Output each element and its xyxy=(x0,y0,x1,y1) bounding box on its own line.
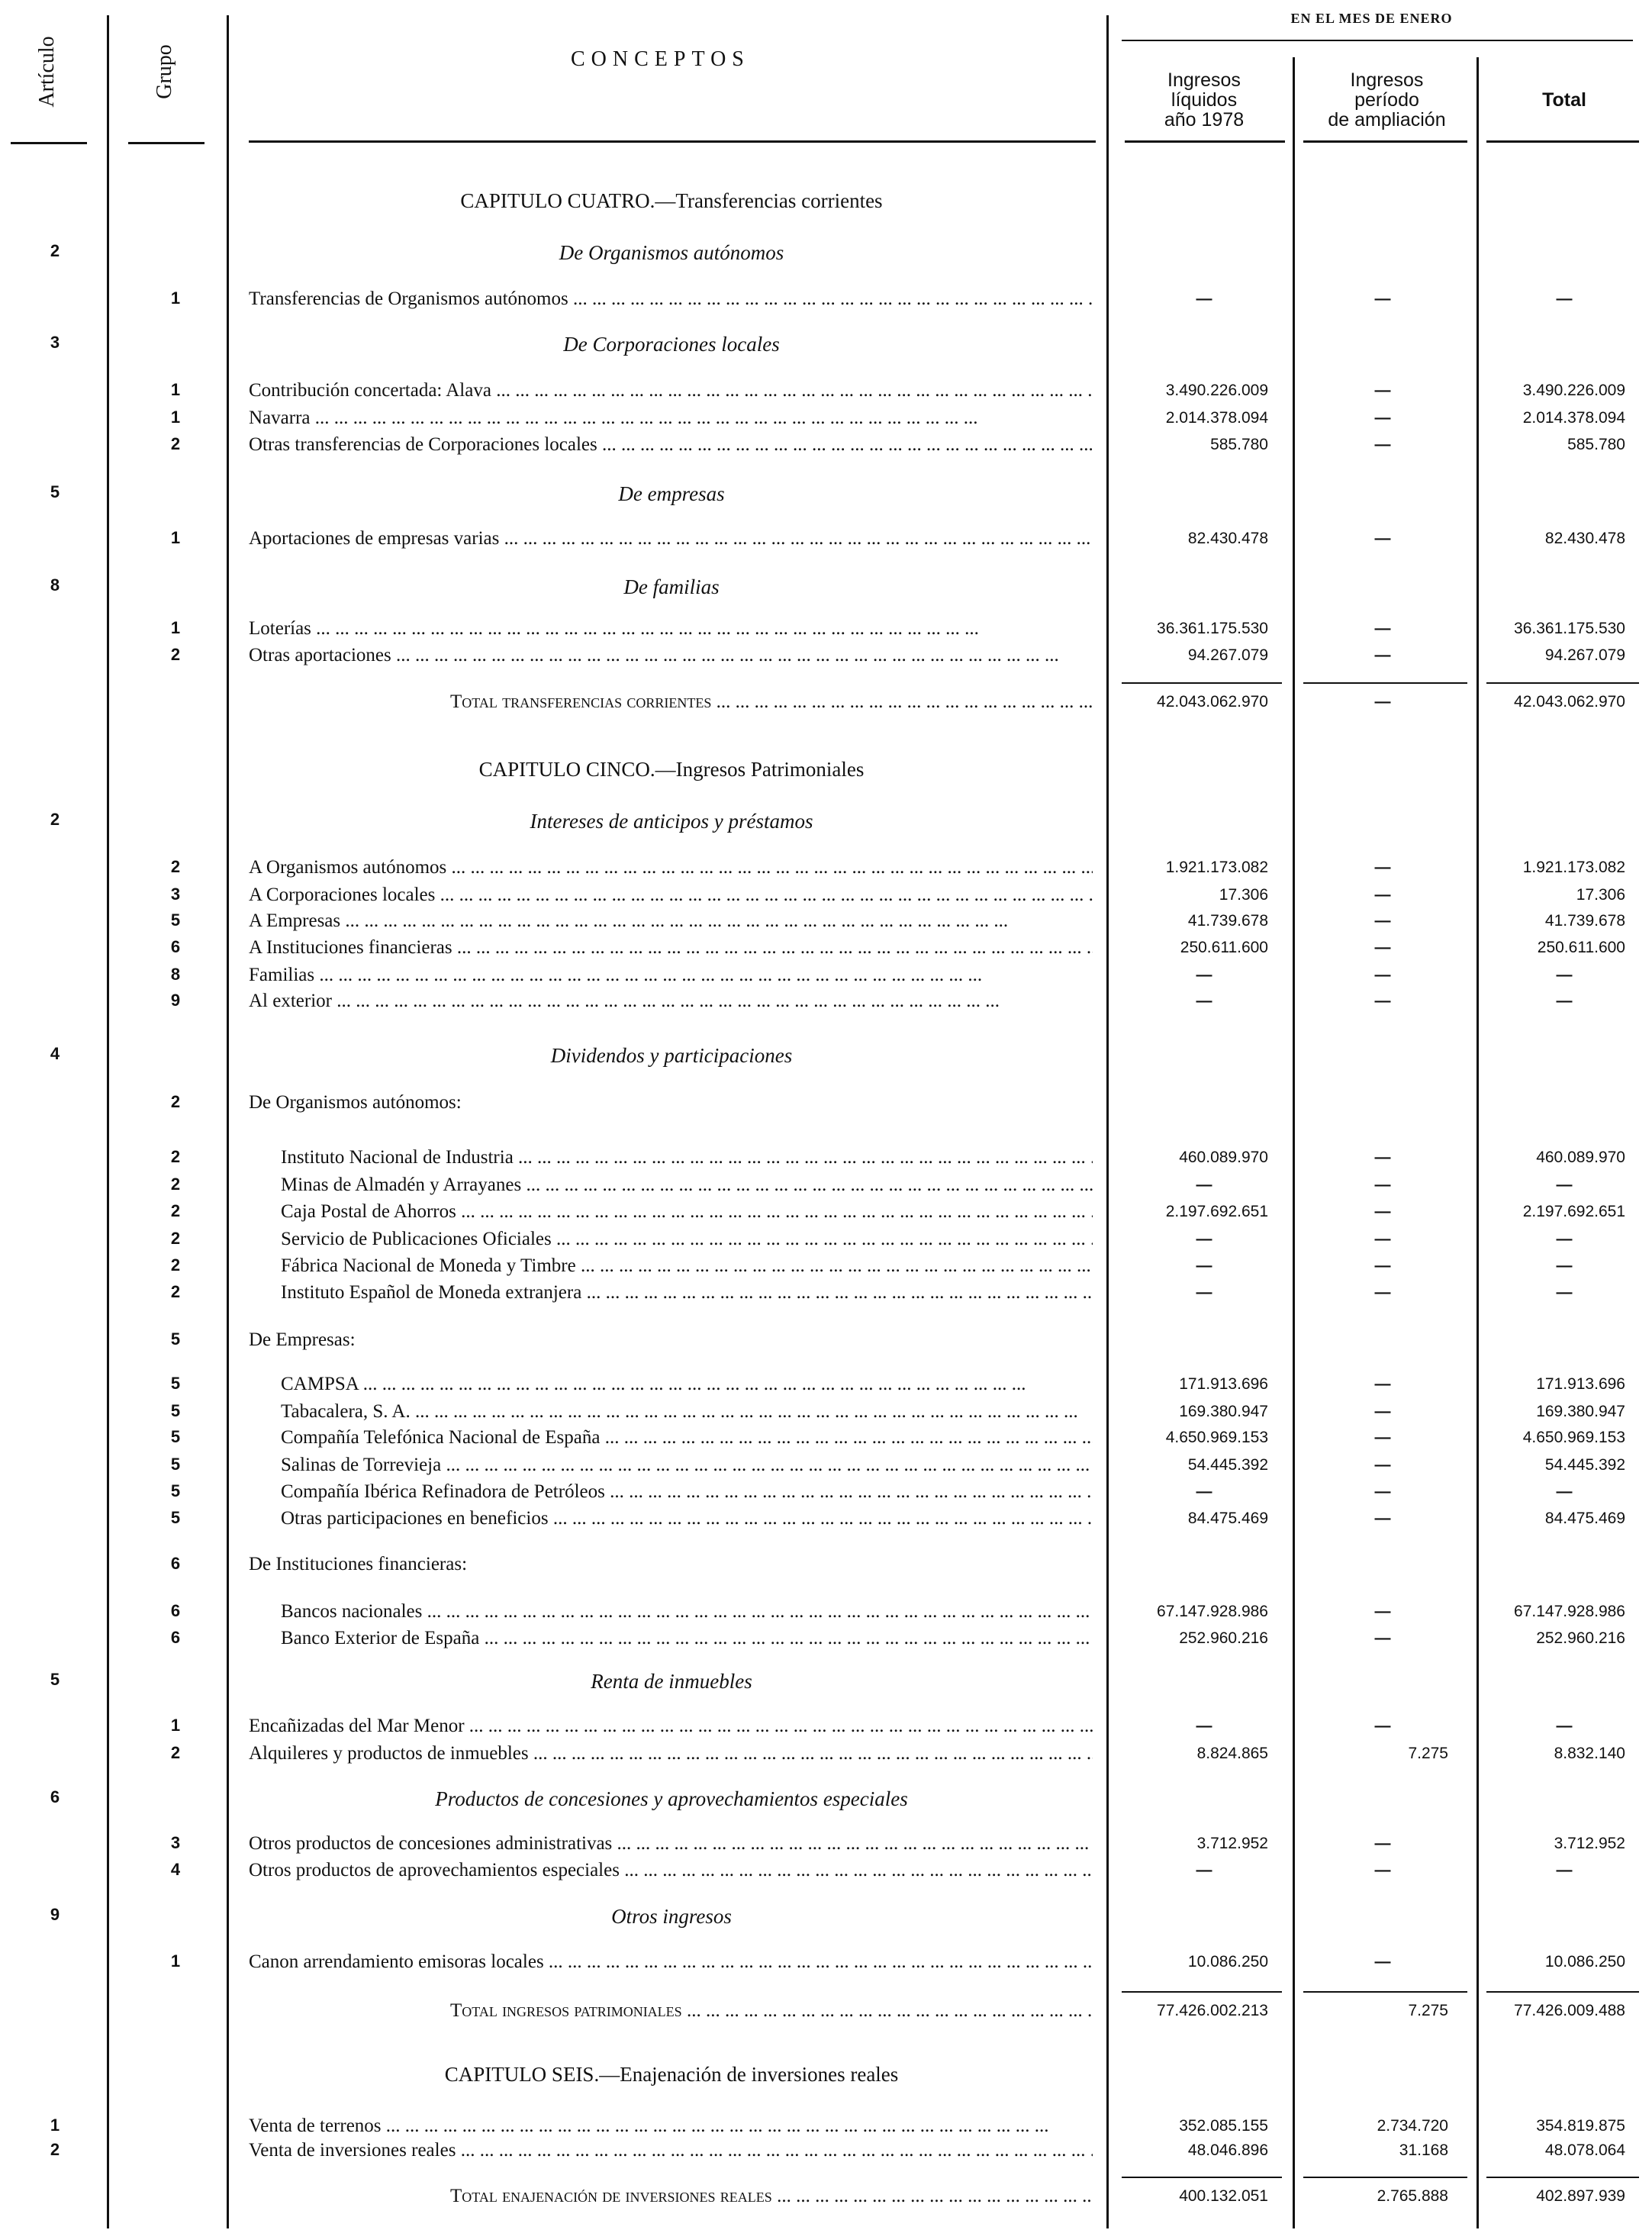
table-row xyxy=(0,1092,1652,1120)
value-cell: — xyxy=(1374,290,1391,308)
chapter-title: CAPITULO CINCO.—Ingresos Patrimoniales xyxy=(478,758,865,781)
table-row xyxy=(0,2140,1652,2167)
table-row xyxy=(0,528,1652,556)
table-row xyxy=(0,937,1652,965)
table-row xyxy=(0,2116,1652,2143)
concept-label: Minas de Almadén y Arrayanes ... . xyxy=(281,1175,1093,1196)
table-row xyxy=(0,991,1652,1018)
header-rule-col1 xyxy=(1125,140,1285,143)
value-cell: — xyxy=(1374,1403,1391,1420)
table-row xyxy=(0,1601,1652,1629)
value-cell: 10.086.250 xyxy=(1187,1953,1268,1971)
value-cell: — xyxy=(1374,1429,1391,1446)
value-cell: 41.739.678 xyxy=(1187,912,1268,930)
section-title: Intereses de anticipos y préstamos xyxy=(530,810,813,833)
value-cell: 2.197.692.651 xyxy=(1522,1203,1625,1220)
grupo-number: 5 xyxy=(170,1481,181,1500)
articulo-number: 3 xyxy=(50,333,60,352)
total-rule-2b xyxy=(1303,1991,1467,1993)
concept-label: Total ingresos patrimoniales ... . xyxy=(450,2000,1093,2022)
value-cell: 8.832.140 xyxy=(1554,1745,1625,1762)
table-row xyxy=(0,1201,1652,1229)
value-cell: 17.306 xyxy=(1576,886,1625,904)
value-cell: 2.765.888 xyxy=(1377,2187,1448,2205)
concept-label: A Corporaciones locales ... . xyxy=(249,885,1093,906)
table-row xyxy=(0,1951,1652,1979)
table-row xyxy=(0,965,1652,992)
concept-label: A Empresas ... . xyxy=(249,910,1093,932)
grupo-number: 2 xyxy=(170,1201,181,1220)
table-row xyxy=(0,1833,1652,1861)
table-row xyxy=(0,408,1652,435)
table-row xyxy=(0,857,1652,885)
grupo-number: 6 xyxy=(170,937,181,956)
total-rule-1b xyxy=(1303,682,1467,684)
concept-label: Total enajenación de inversiones reales ... . xyxy=(450,2186,1093,2207)
value-cell: 84.475.469 xyxy=(1187,1510,1268,1527)
header-mes: EN EL MES DE ENERO xyxy=(1290,11,1453,26)
grupo-number: 1 xyxy=(170,1951,181,1971)
value-cell: — xyxy=(1196,992,1212,1010)
value-cell: 4.650.969.153 xyxy=(1522,1429,1625,1446)
concept-label: Caja Postal de Ahorros ... . xyxy=(281,1201,1093,1223)
value-cell: 10.086.250 xyxy=(1544,1953,1625,1971)
articulo-number: 2 xyxy=(50,2140,60,2159)
table-row xyxy=(0,1743,1652,1771)
grupo-number: 2 xyxy=(170,1092,181,1111)
grupo-number: 1 xyxy=(170,1716,181,1735)
table-row xyxy=(0,1147,1652,1175)
header-rule-grupo xyxy=(128,142,204,144)
grupo-number: 9 xyxy=(170,991,181,1010)
concept-label: Tabacalera, S. A. ... . xyxy=(281,1401,1093,1423)
table-row xyxy=(0,1229,1652,1256)
articulo-number: 5 xyxy=(50,482,60,501)
header-rule-conceptos xyxy=(249,140,1096,143)
value-cell: 3.712.952 xyxy=(1196,1835,1268,1852)
concept-label: Encañizadas del Mar Menor ... . xyxy=(249,1716,1093,1737)
value-cell: 3.712.952 xyxy=(1554,1835,1625,1852)
value-cell: — xyxy=(1374,1835,1391,1852)
chapter-title: CAPITULO SEIS.—Enajenación de inversiones reales xyxy=(444,2063,899,2086)
table-row xyxy=(0,1554,1652,1581)
table-row xyxy=(0,1455,1652,1482)
value-cell: 8.824.865 xyxy=(1196,1745,1268,1762)
concept-label: Aportaciones de empresas varias ... . xyxy=(249,528,1093,549)
value-cell: — xyxy=(1556,1284,1573,1301)
grupo-number: 8 xyxy=(170,965,181,984)
value-cell: — xyxy=(1374,1510,1391,1527)
value-cell: 48.078.064 xyxy=(1544,2141,1625,2159)
grupo-number: 6 xyxy=(170,1628,181,1647)
value-cell: 2.734.720 xyxy=(1377,2117,1448,2135)
table-row xyxy=(0,1508,1652,1536)
value-cell: 585.780 xyxy=(1567,436,1625,453)
grupo-number: 1 xyxy=(170,380,181,399)
total-rule-3b xyxy=(1303,2177,1467,2178)
value-cell: — xyxy=(1556,1717,1573,1735)
grupo-number: 5 xyxy=(170,1329,181,1349)
concept-label: Bancos nacionales ... . xyxy=(281,1601,1093,1623)
section-title: Productos de concesiones y aprovechamientos especiales xyxy=(435,1787,908,1810)
grupo-number: 2 xyxy=(170,434,181,453)
value-cell: 94.267.079 xyxy=(1187,646,1268,664)
value-cell: 4.650.969.153 xyxy=(1165,1429,1268,1446)
table-row xyxy=(0,2063,1652,2090)
table-row xyxy=(0,189,1652,217)
value-cell: — xyxy=(1374,436,1391,453)
table-row xyxy=(0,575,1652,603)
concept-label: Total transferencias corrientes ... . xyxy=(450,691,1093,713)
table-row xyxy=(0,691,1652,719)
grupo-number: 1 xyxy=(170,528,181,547)
value-cell: 169.380.947 xyxy=(1179,1403,1268,1420)
value-cell: 250.611.600 xyxy=(1537,939,1625,956)
grupo-number: 2 xyxy=(170,1147,181,1166)
value-cell: 67.147.928.986 xyxy=(1157,1603,1268,1620)
table-row xyxy=(0,482,1652,510)
concept-label: Al exterior ... . xyxy=(249,991,1093,1012)
grupo-number: 3 xyxy=(170,885,181,904)
value-cell: 2.197.692.651 xyxy=(1165,1203,1268,1220)
value-cell: — xyxy=(1556,1176,1573,1194)
table-row xyxy=(0,1044,1652,1071)
table-row xyxy=(0,1282,1652,1310)
value-cell: — xyxy=(1196,1284,1212,1301)
section-title: Otros ingresos xyxy=(611,1905,732,1928)
value-cell: 42.043.062.970 xyxy=(1514,693,1625,711)
header-col2: Ingresos período de ampliación xyxy=(1328,69,1446,131)
table-row xyxy=(0,2000,1652,2028)
value-cell: 36.361.175.530 xyxy=(1157,620,1268,637)
concept-label: Compañía Telefónica Nacional de España ... . xyxy=(281,1427,1093,1449)
table-row xyxy=(0,910,1652,938)
header-rule-col3 xyxy=(1486,140,1639,143)
value-cell: — xyxy=(1556,1257,1573,1275)
table-row xyxy=(0,645,1652,672)
concept-label: Otros productos de aprovechamientos especiales ... . xyxy=(249,1860,1093,1881)
value-cell: — xyxy=(1374,1176,1391,1194)
grupo-number: 5 xyxy=(170,1427,181,1446)
table-row xyxy=(0,2186,1652,2213)
value-cell: 250.611.600 xyxy=(1180,939,1268,956)
table-row xyxy=(0,1427,1652,1455)
articulo-number: 9 xyxy=(50,1905,60,1924)
value-cell: 82.430.478 xyxy=(1544,530,1625,547)
value-cell: — xyxy=(1374,859,1391,876)
value-cell: 169.380.947 xyxy=(1536,1403,1625,1420)
value-cell: — xyxy=(1556,1230,1573,1248)
value-cell: 7.275 xyxy=(1408,1745,1448,1762)
value-cell: 460.089.970 xyxy=(1179,1149,1268,1166)
value-cell: — xyxy=(1374,939,1391,956)
value-cell: — xyxy=(1374,646,1391,664)
concept-label: Loterías ... . xyxy=(249,618,1093,640)
table-row xyxy=(0,333,1652,360)
concept-label: Otras participaciones en beneficios ... . xyxy=(281,1508,1093,1529)
value-cell: 17.306 xyxy=(1219,886,1268,904)
concept-label: Otras aportaciones ... . xyxy=(249,645,1093,666)
value-cell: 252.960.216 xyxy=(1536,1629,1625,1647)
concept-label: Otros productos de concesiones administrativas ... . xyxy=(249,1833,1093,1855)
value-cell: — xyxy=(1196,290,1212,308)
value-cell: 2.014.378.094 xyxy=(1522,409,1625,427)
value-cell: — xyxy=(1374,966,1391,984)
concept-label: CAMPSA ... . xyxy=(281,1374,1093,1395)
grupo-number: 2 xyxy=(170,1743,181,1762)
header-rule-articulo xyxy=(11,142,87,144)
value-cell: — xyxy=(1196,966,1212,984)
value-cell: — xyxy=(1196,1861,1212,1879)
value-cell: — xyxy=(1374,1953,1391,1971)
grupo-number: 5 xyxy=(170,1508,181,1527)
value-cell: 3.490.226.009 xyxy=(1165,382,1268,399)
total-rule-1a xyxy=(1122,682,1282,684)
value-cell: 31.168 xyxy=(1399,2141,1448,2159)
value-cell: — xyxy=(1196,1483,1212,1500)
value-cell: — xyxy=(1556,966,1573,984)
value-cell: — xyxy=(1196,1176,1212,1194)
grupo-number: 1 xyxy=(170,618,181,637)
concept-label: Salinas de Torrevieja ... . xyxy=(281,1455,1093,1476)
table-row xyxy=(0,1255,1652,1283)
table-row xyxy=(0,288,1652,316)
articulo-number: 4 xyxy=(50,1044,60,1063)
grupo-number: 2 xyxy=(170,1255,181,1275)
table-row xyxy=(0,1716,1652,1743)
header-rule-col2 xyxy=(1303,140,1467,143)
concept-label: Alquileres y productos de inmuebles ... . xyxy=(249,1743,1093,1764)
table-row xyxy=(0,1905,1652,1932)
value-cell: 460.089.970 xyxy=(1536,1149,1625,1166)
articulo-number: 6 xyxy=(50,1787,60,1806)
value-cell: — xyxy=(1374,1456,1391,1474)
value-cell: — xyxy=(1196,1230,1212,1248)
value-cell: 171.913.696 xyxy=(1179,1375,1268,1393)
header-articulo: Artículo xyxy=(35,36,59,108)
value-cell: — xyxy=(1374,886,1391,904)
value-cell: — xyxy=(1374,382,1391,399)
value-cell: — xyxy=(1374,409,1391,427)
grupo-number: 2 xyxy=(170,1175,181,1194)
articulo-number: 5 xyxy=(50,1670,60,1689)
grupo-number: 5 xyxy=(170,910,181,930)
value-cell: — xyxy=(1374,620,1391,637)
table-row xyxy=(0,1374,1652,1401)
value-cell: 400.132.051 xyxy=(1179,2187,1268,2205)
value-cell: 252.960.216 xyxy=(1179,1629,1268,1647)
grupo-number: 6 xyxy=(170,1601,181,1620)
grupo-number: 1 xyxy=(170,288,181,308)
concept-label: Contribución concertada: Alava ... . xyxy=(249,380,1093,401)
chapter-title: CAPITULO CUATRO.—Transferencias corrientes xyxy=(460,189,883,212)
value-cell: 36.361.175.530 xyxy=(1514,620,1625,637)
concept-label: Familias ... . xyxy=(249,965,1093,986)
value-cell: 354.819.875 xyxy=(1536,2117,1625,2135)
table-row xyxy=(0,241,1652,269)
value-cell: — xyxy=(1196,1257,1212,1275)
grupo-number: 5 xyxy=(170,1455,181,1474)
articulo-number: 2 xyxy=(50,810,60,829)
section-title: Dividendos y participaciones xyxy=(550,1044,793,1067)
table-row xyxy=(0,1175,1652,1202)
articulo-number: 8 xyxy=(50,575,60,595)
concept-label: A Organismos autónomos ... . xyxy=(249,857,1093,878)
section-title: De familias xyxy=(623,575,720,598)
table-row xyxy=(0,434,1652,462)
concept-label: Banco Exterior de España ... . xyxy=(281,1628,1093,1649)
value-cell: — xyxy=(1374,1257,1391,1275)
table-row xyxy=(0,810,1652,837)
grupo-number: 1 xyxy=(170,408,181,427)
value-cell: — xyxy=(1374,1861,1391,1879)
value-cell: 1.921.173.082 xyxy=(1165,859,1268,876)
concept-label: Otras transferencias de Corporaciones locales ... . xyxy=(249,434,1093,456)
table-row xyxy=(0,1787,1652,1815)
concept-group-label: De Organismos autónomos: xyxy=(249,1092,462,1113)
value-cell: 54.445.392 xyxy=(1544,1456,1625,1474)
total-rule-2a xyxy=(1122,1991,1282,1993)
value-cell: — xyxy=(1374,1629,1391,1647)
value-cell: 41.739.678 xyxy=(1544,912,1625,930)
value-cell: — xyxy=(1556,992,1573,1010)
table-row xyxy=(0,1401,1652,1429)
value-cell: 82.430.478 xyxy=(1187,530,1268,547)
grupo-number: 4 xyxy=(170,1860,181,1879)
articulo-number: 1 xyxy=(50,2116,60,2135)
value-cell: — xyxy=(1374,693,1391,711)
value-cell: 7.275 xyxy=(1408,2002,1448,2019)
section-title: Renta de inmuebles xyxy=(591,1670,752,1693)
value-cell: — xyxy=(1374,1603,1391,1620)
header-grupo: Grupo xyxy=(153,44,176,99)
value-cell: 67.147.928.986 xyxy=(1514,1603,1625,1620)
table-row xyxy=(0,1628,1652,1655)
value-cell: 42.043.062.970 xyxy=(1157,693,1268,711)
value-cell: 3.490.226.009 xyxy=(1522,382,1625,399)
grupo-number: 2 xyxy=(170,1229,181,1248)
table-row xyxy=(0,1481,1652,1509)
value-cell: 94.267.079 xyxy=(1544,646,1625,664)
value-cell: 48.046.896 xyxy=(1187,2141,1268,2159)
total-rule-2c xyxy=(1486,1991,1639,1993)
section-title: De Corporaciones locales xyxy=(563,333,780,356)
value-cell: 2.014.378.094 xyxy=(1165,409,1268,427)
articulo-number: 2 xyxy=(50,241,60,260)
value-cell: — xyxy=(1374,992,1391,1010)
value-cell: — xyxy=(1374,1149,1391,1166)
value-cell: 402.897.939 xyxy=(1536,2187,1625,2205)
value-cell: 1.921.173.082 xyxy=(1522,859,1625,876)
value-cell: — xyxy=(1556,1483,1573,1500)
value-cell: — xyxy=(1374,912,1391,930)
value-cell: — xyxy=(1374,1284,1391,1301)
value-cell: — xyxy=(1556,1861,1573,1879)
table-row xyxy=(0,1860,1652,1887)
value-cell: 54.445.392 xyxy=(1187,1456,1268,1474)
table-row xyxy=(0,885,1652,912)
grupo-number: 2 xyxy=(170,1282,181,1301)
concept-label: Servicio de Publicaciones Oficiales ... . xyxy=(281,1229,1093,1250)
section-title: De Organismos autónomos xyxy=(559,241,784,264)
value-cell: 171.913.696 xyxy=(1536,1375,1625,1393)
grupo-number: 5 xyxy=(170,1374,181,1393)
concept-label: Instituto Nacional de Industria ... . xyxy=(281,1147,1093,1168)
table-row xyxy=(0,758,1652,785)
value-cell: — xyxy=(1374,530,1391,547)
value-cell: — xyxy=(1374,1203,1391,1220)
value-cell: — xyxy=(1374,1375,1391,1393)
concept-label: A Instituciones financieras ... . xyxy=(249,937,1093,959)
value-cell: 84.475.469 xyxy=(1544,1510,1625,1527)
header-rule-mes xyxy=(1122,40,1633,41)
total-rule-1c xyxy=(1486,682,1639,684)
table-row xyxy=(0,618,1652,646)
value-cell: 352.085.155 xyxy=(1179,2117,1268,2135)
total-rule-3a xyxy=(1122,2177,1282,2178)
concept-label: Fábrica Nacional de Moneda y Timbre ... . xyxy=(281,1255,1093,1277)
concept-group-label: De Instituciones financieras: xyxy=(249,1554,468,1574)
value-cell: — xyxy=(1374,1717,1391,1735)
concept-label: Compañía Ibérica Refinadora de Petróleos ... . xyxy=(281,1481,1093,1503)
grupo-number: 5 xyxy=(170,1401,181,1420)
concept-label: Instituto Español de Moneda extranjera ... . xyxy=(281,1282,1093,1304)
table-row xyxy=(0,380,1652,408)
value-cell: — xyxy=(1374,1230,1391,1248)
header-conceptos: CONCEPTOS xyxy=(571,47,750,71)
header-col1: Ingresos líquidos año 1978 xyxy=(1164,69,1245,131)
concept-label: Transferencias de Organismos autónomos ... . xyxy=(249,288,1093,310)
concept-label: Navarra ... . xyxy=(249,408,1093,429)
table-row xyxy=(0,1329,1652,1357)
grupo-number: 2 xyxy=(170,857,181,876)
grupo-number: 6 xyxy=(170,1554,181,1573)
total-rule-3c xyxy=(1486,2177,1639,2178)
section-title: De empresas xyxy=(618,482,725,505)
grupo-number: 3 xyxy=(170,1833,181,1852)
value-cell: — xyxy=(1196,1717,1212,1735)
concept-group-label: De Empresas: xyxy=(249,1329,356,1350)
value-cell: — xyxy=(1556,290,1573,308)
value-cell: 77.426.002.213 xyxy=(1157,2002,1268,2019)
table-row xyxy=(0,1670,1652,1697)
value-cell: — xyxy=(1374,1483,1391,1500)
header-col3: Total xyxy=(1542,89,1586,111)
concept-label: Venta de terrenos ... . xyxy=(249,2116,1093,2137)
value-cell: 585.780 xyxy=(1210,436,1268,453)
grupo-number: 2 xyxy=(170,645,181,664)
concept-label: Venta de inversiones reales ... . xyxy=(249,2140,1093,2161)
concept-label: Canon arrendamiento emisoras locales ... . xyxy=(249,1951,1093,1973)
value-cell: 77.426.009.488 xyxy=(1514,2002,1625,2019)
